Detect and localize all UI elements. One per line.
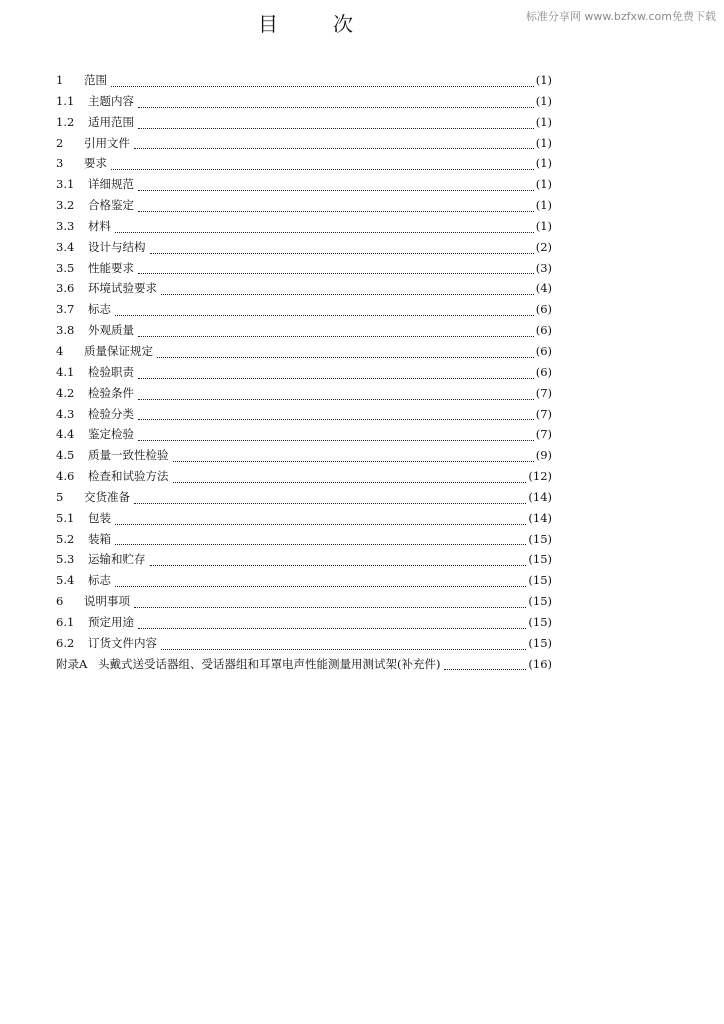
toc-dot-leader — [444, 669, 526, 670]
toc-entry — [56, 362, 552, 383]
toc-entry-page: (14) — [528, 489, 552, 504]
toc-entry-number: 4.6 — [56, 469, 75, 484]
toc-entry-page: (15) — [528, 635, 552, 650]
toc-entry — [56, 91, 552, 112]
toc-entry-title: 设计与结构 — [88, 239, 146, 254]
toc-entry-title: 详细规范 — [88, 177, 134, 192]
toc-entry-number: 1 — [56, 73, 64, 87]
toc-entry-title: 运输和贮存 — [88, 552, 146, 567]
toc-entry — [56, 216, 552, 237]
toc-entry-title: 检验分类 — [88, 406, 134, 421]
toc-entry — [56, 570, 552, 591]
toc-entry-number: 5.1 — [56, 510, 75, 525]
toc-entry-number: 1.2 — [56, 114, 75, 129]
toc-entry-number: 4.2 — [56, 385, 75, 400]
toc-entry-page: (6) — [535, 364, 552, 379]
toc-dot-leader — [138, 211, 534, 212]
toc-dot-leader — [138, 399, 534, 400]
toc-entry-number: 4.5 — [56, 448, 75, 463]
toc-entry-page: (15) — [528, 573, 552, 588]
toc-entry-number: 5 — [56, 489, 64, 504]
toc-entry-page: (1) — [535, 73, 552, 87]
toc-entry-number: 3.4 — [56, 239, 75, 254]
toc-entry-page: (1) — [535, 156, 552, 171]
toc-entry-page: (7) — [535, 385, 552, 400]
page-title-char-1: 目 — [258, 12, 278, 36]
toc-dot-leader — [161, 294, 534, 295]
toc-dot-leader — [138, 628, 526, 629]
toc-entry-title: 范围 — [84, 73, 107, 87]
toc-entry — [56, 612, 552, 633]
toc-dot-leader — [115, 586, 526, 587]
toc-dot-leader — [138, 336, 534, 337]
toc-dot-leader — [173, 482, 527, 483]
toc-entry-page: (6) — [535, 302, 552, 317]
toc-entry-title: 环境试验要求 — [88, 281, 157, 296]
toc-entry-number: 3.3 — [56, 218, 75, 233]
toc-entry-number: 4.1 — [56, 364, 75, 379]
toc-entry-number: 4.4 — [56, 427, 75, 442]
toc-dot-leader — [115, 232, 534, 233]
toc-entry-title: 标志 — [88, 573, 111, 588]
toc-entry — [56, 153, 552, 174]
toc-entry-title: 订货文件内容 — [88, 635, 157, 650]
toc-entry-number: 4 — [56, 343, 64, 358]
toc-entry — [56, 487, 552, 508]
toc-entry-number: 4.3 — [56, 406, 75, 421]
toc-entry-page: (12) — [528, 469, 552, 484]
toc-entry-number: 3.2 — [56, 198, 75, 213]
toc-entry — [56, 133, 552, 154]
toc-entry — [56, 549, 552, 570]
toc-entry-page: (16) — [528, 656, 552, 671]
toc-entry — [56, 112, 552, 133]
toc-entry — [56, 424, 552, 445]
toc-entry-page: (9) — [535, 448, 552, 463]
toc-entry-number: 3.8 — [56, 323, 75, 338]
toc-dot-leader — [111, 169, 534, 170]
page-title-char-2: 次 — [333, 12, 353, 36]
toc-entry-page: (1) — [535, 218, 552, 233]
toc-entry-number: 附录A — [56, 656, 88, 671]
toc-entry-title: 检查和试验方法 — [88, 469, 169, 484]
toc-entry-title: 材料 — [88, 218, 111, 233]
toc-entry-page: (6) — [535, 323, 552, 338]
toc-entry-page: (15) — [528, 552, 552, 567]
toc-dot-leader — [161, 649, 526, 650]
toc-entry-page: (15) — [528, 531, 552, 546]
toc-dot-leader — [138, 419, 534, 420]
toc-entry — [56, 466, 552, 487]
toc-dot-leader — [134, 148, 534, 149]
toc-entry-number: 5.2 — [56, 531, 75, 546]
toc-dot-leader — [134, 503, 526, 504]
toc-dot-leader — [115, 315, 534, 316]
toc-entry-page: (1) — [535, 177, 552, 192]
toc-entry-number: 3.7 — [56, 302, 75, 317]
toc-entry-title: 质量一致性检验 — [88, 448, 169, 463]
toc-entry — [56, 508, 552, 529]
toc-entry-page: (15) — [528, 614, 552, 629]
toc-dot-leader — [138, 128, 534, 129]
toc-entry-title: 头戴式送受话器组、受话器组和耳罩电声性能测量用测试架(补充件) — [98, 656, 441, 671]
toc-entry-title: 检验职责 — [88, 364, 134, 379]
toc-dot-leader — [134, 607, 526, 608]
toc-entry-number: 3 — [56, 156, 64, 171]
toc-entry — [56, 654, 552, 675]
toc-entry-title: 要求 — [84, 156, 107, 171]
toc-entry-number: 1.1 — [56, 93, 75, 108]
toc-entry-page: (3) — [535, 260, 552, 275]
toc-entry-number: 3.5 — [56, 260, 75, 275]
toc-entry-number: 6 — [56, 594, 64, 609]
toc-entry-number: 5.3 — [56, 552, 75, 567]
toc-entry — [56, 341, 552, 362]
toc-entry-title: 质量保证规定 — [84, 343, 153, 358]
toc-entry-title: 说明事项 — [84, 594, 130, 609]
toc-dot-leader — [138, 273, 534, 274]
toc-dot-leader — [150, 253, 534, 254]
watermark: 标准分享网 www.bzfxw.com免费下载 — [525, 10, 716, 23]
toc-entry — [56, 237, 552, 258]
toc-entry-page: (1) — [535, 114, 552, 129]
toc-entry-page: (14) — [528, 510, 552, 525]
toc-entry-number: 2 — [56, 135, 64, 150]
toc-entry — [56, 320, 552, 341]
toc-entry-number: 3.6 — [56, 281, 75, 296]
toc-entry-page: (15) — [528, 594, 552, 609]
toc-entry — [56, 70, 552, 91]
toc-entry — [56, 299, 552, 320]
toc-entry-title: 性能要求 — [88, 260, 134, 275]
toc-entry — [56, 278, 552, 299]
toc-entry-number: 3.1 — [56, 177, 75, 192]
toc-dot-leader — [157, 357, 534, 358]
toc-entry-number: 5.4 — [56, 573, 75, 588]
toc-dot-leader — [138, 378, 534, 379]
toc-entry-page: (1) — [535, 93, 552, 108]
toc-entry-page: (4) — [535, 281, 552, 296]
toc-entry — [56, 404, 552, 425]
table-of-contents — [56, 70, 552, 674]
toc-entry — [56, 591, 552, 612]
toc-entry-page: (7) — [535, 427, 552, 442]
toc-entry-title: 交货准备 — [84, 489, 130, 504]
toc-dot-leader — [173, 461, 534, 462]
toc-entry-page: (6) — [535, 343, 552, 358]
toc-entry-title: 外观质量 — [88, 323, 134, 338]
toc-entry-title: 检验条件 — [88, 385, 134, 400]
toc-entry-page: (1) — [535, 135, 552, 150]
toc-entry-title: 预定用途 — [88, 614, 134, 629]
toc-entry-page: (7) — [535, 406, 552, 421]
toc-dot-leader — [115, 524, 526, 525]
toc-entry-title: 标志 — [88, 302, 111, 317]
toc-entry-page: (2) — [535, 239, 552, 254]
toc-entry-title: 装箱 — [88, 531, 111, 546]
toc-entry-title: 鉴定检验 — [88, 427, 134, 442]
toc-entry-page: (1) — [535, 198, 552, 213]
toc-entry — [56, 195, 552, 216]
toc-dot-leader — [111, 86, 534, 87]
toc-entry-number: 6.1 — [56, 614, 75, 629]
toc-entry-title: 适用范围 — [88, 114, 134, 129]
toc-dot-leader — [138, 440, 534, 441]
toc-entry — [56, 445, 552, 466]
toc-entry — [56, 258, 552, 279]
toc-entry — [56, 529, 552, 550]
toc-entry-title: 合格鉴定 — [88, 198, 134, 213]
toc-entry-title: 包装 — [88, 510, 111, 525]
toc-dot-leader — [115, 544, 526, 545]
toc-entry — [56, 174, 552, 195]
toc-dot-leader — [138, 190, 534, 191]
toc-entry-title: 主题内容 — [88, 93, 134, 108]
toc-dot-leader — [138, 107, 534, 108]
toc-entry — [56, 633, 552, 654]
toc-entry-title: 引用文件 — [84, 135, 130, 150]
toc-entry-number: 6.2 — [56, 635, 75, 650]
toc-dot-leader — [150, 565, 527, 566]
toc-entry — [56, 383, 552, 404]
